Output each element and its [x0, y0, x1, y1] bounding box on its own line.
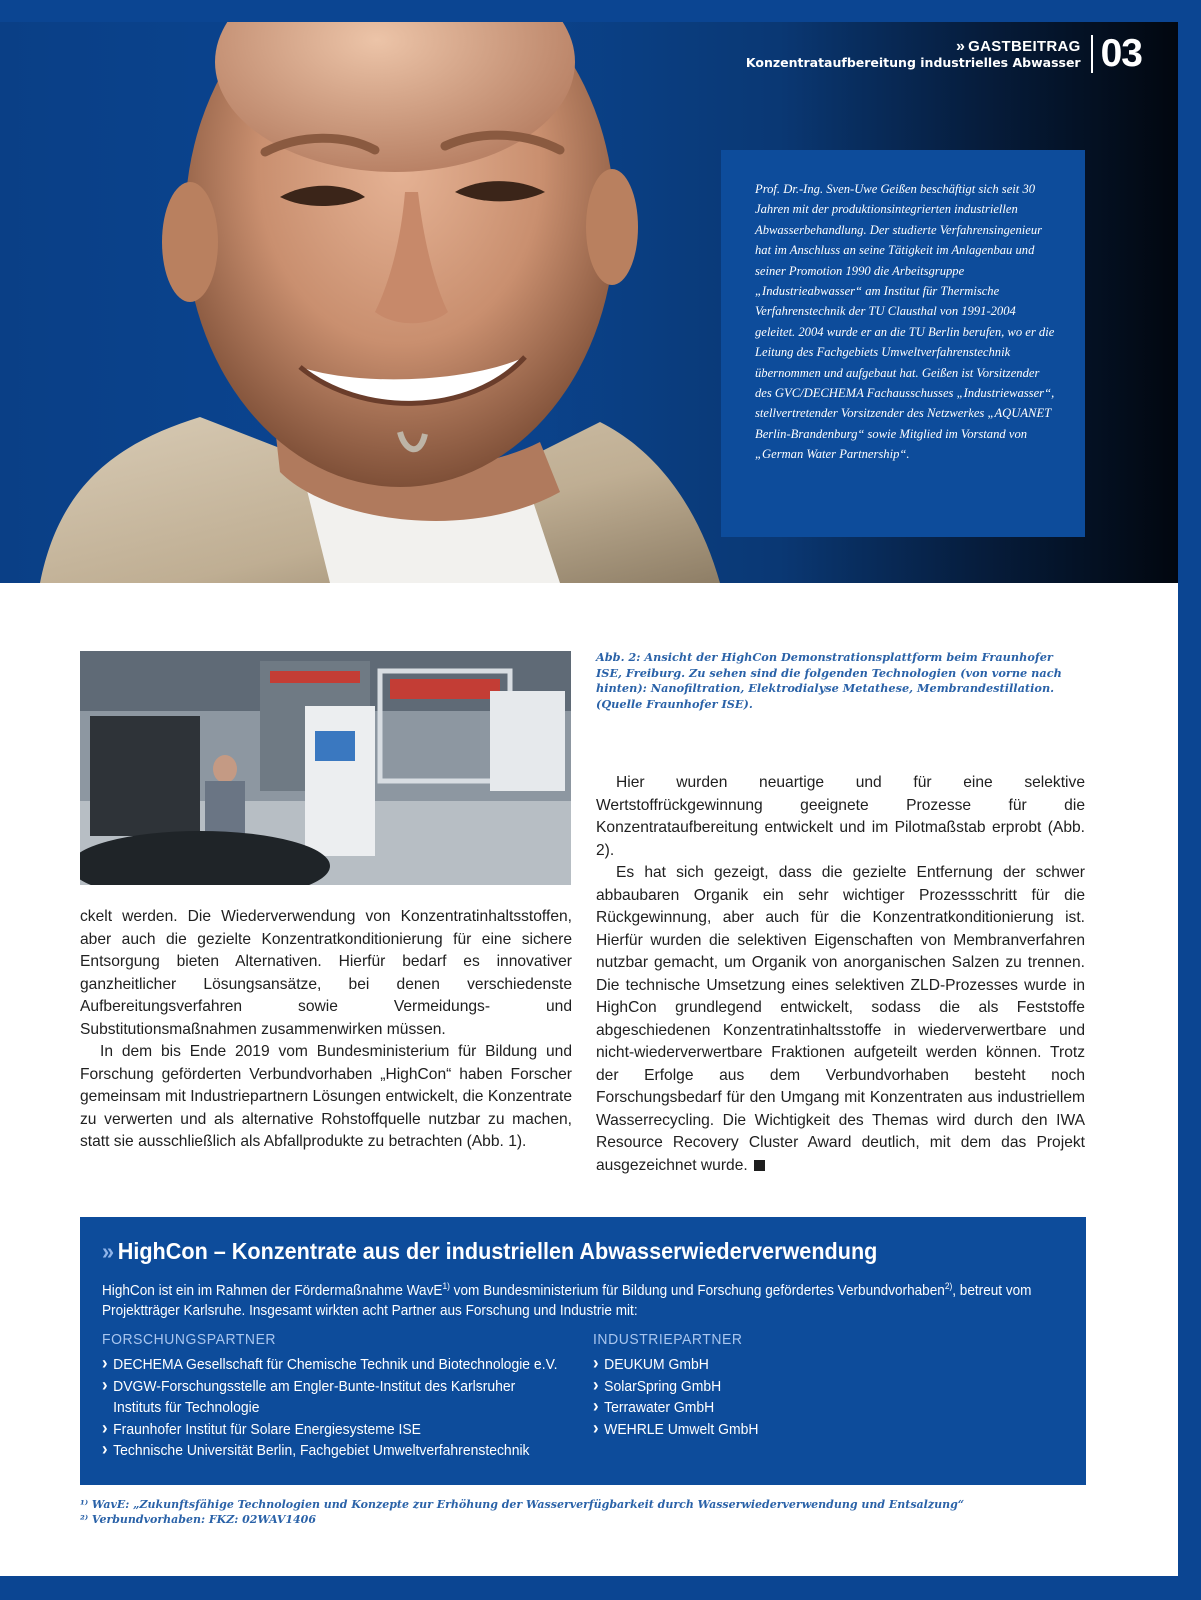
footnote-1: ¹⁾ WavE: „Zukunftsfähige Technologien und Konzepte zur Erhöhung der Wasserverfügbarkeit durch Wasserwiederverwendung und Entsalzung“ [80, 1498, 965, 1511]
right-frame-bar [1178, 0, 1201, 1600]
header-kicker-label: GASTBEITRAG [968, 37, 1081, 55]
article-paragraph-text: Es hat sich gezeigt, dass die gezielte Entfernung der schwer abbaubaren Organik ein sehr wichtiger Prozessschritt für die Rückgewinnung, aber auch für die Konzentratkonditionierung ist. Hierfür wurden die selektiven Eigenschaften von Membranverfahren nutzbar gemacht, um Organik von anorganischen Salzen zu trennen. Die technische Umsetzung eines selektiven ZLD-Prozesses wurde in HighCon grundlegend entwickelt, sodass die als Feststoffe abgeschiedenen Konzentratinhaltsstoffe in wiederverwertbare und nicht-wiederverwertbare Fraktionen aufgeteilt werden können. Trotz der Erfolge aus dem Verbundvorhaben besteht noch Forschungsbedarf für den Umgang mit Konzentraten aus industriellem Wasserrecycling. Die Wichtigkeit des Themas wird durch den IWA Resource Recovery Cluster Award deutlich, mit dem das Projekt ausgezeichnet wurde. [596, 864, 1085, 1174]
partner-item: › Fraunhofer Institut für Solare Energiesysteme ISE [102, 1419, 586, 1441]
footnotes [80, 1497, 964, 1527]
top-frame-bar [0, 0, 1201, 22]
footnote-ref: 1) [442, 1281, 450, 1291]
article-paragraph: Hier wurden neuartige und für eine selektive Wertstoffrückgewinnung geeignete Prozesse für die Konzentrataufbereitung entwickelt und im Pilotmaßstab erprobt (Abb. 2). [596, 774, 1085, 859]
research-partners-heading: FORSCHUNGSPARTNER [102, 1331, 277, 1348]
partner-item: › DECHEMA Gesellschaft für Chemische Technik und Biotechnologie e.V. [102, 1354, 586, 1376]
partner-item: › Technische Universität Berlin, Fachgebiet Umweltverfahrenstechnik [102, 1440, 586, 1462]
research-partners-list [102, 1354, 582, 1462]
hero-section [0, 22, 1178, 583]
figure-caption: Abb. 2: Ansicht der HighCon Demonstrationsplattform beim Fraunhofer ISE, Freiburg. Zu sehen sind die folgenden Technologien (von vorne nach hinten): Nanofiltration, Elektrodialyse Metathese, Membrandestillation. (Quelle Fraunhofer ISE). [596, 650, 1062, 711]
intro-text: , betreut vom Projektträger Karlsruhe. Insgesamt wirkten acht Partner aus Forschung und Industrie mit: [102, 1282, 1032, 1320]
author-portrait [0, 22, 760, 583]
article-paragraph: In dem bis Ende 2019 vom Bundesministerium für Bildung und Forschung geförderten Verbundvorhaben „HighCon“ haben Forscher gemeinsam mit Industriepartnern Lösungen entwickelt, die Konzentrate zu verwerten und als alternative Rohstoffquelle nutzbar zu machen, statt sie ausschließlich als Abfallprodukte zu betrachten (Abb. 1). [80, 1043, 572, 1150]
intro-text: vom Bundesministerium für Bildung und Forschung gefördertes Verbundvorhaben [449, 1282, 945, 1299]
partner-item: › DEUKUM GmbH [593, 1354, 1077, 1376]
intro-text: HighCon ist ein im Rahmen der Fördermaßnahme WavE [102, 1282, 443, 1299]
info-box-title [102, 1236, 987, 1266]
info-box-intro [102, 1276, 1088, 1322]
section-header [746, 34, 1142, 74]
header-kicker [746, 38, 1081, 55]
end-of-article-mark [754, 1160, 765, 1171]
header-text [746, 38, 1081, 71]
highcon-info-box [80, 1217, 1086, 1485]
demonstration-platform-photo [80, 651, 571, 885]
header-divider [1091, 35, 1093, 73]
article-paragraph: ckelt werden. Die Wiederverwendung von Konzentratinhaltsstoffen, aber auch die gezielte Konzentratkonditionierung für eine sichere Entsorgung bieten Alternativen. Hierfür bedarf es innovativer ganzheitlicher Lösungsansätze, bei denen verschiedenste Aufbereitungsverfahren sowie Vermeidungs- und Substitutionsmaßnahmen zusammenwirken müssen. [80, 908, 572, 1038]
partner-item: › SolarSpring GmbH [593, 1376, 1077, 1398]
article-paragraph-final [596, 862, 1085, 1177]
double-chevron-icon: » [955, 37, 966, 55]
footnote-ref: 2) [944, 1281, 953, 1291]
page-number: 03 [1100, 32, 1142, 75]
footnote-2: ²⁾ Verbundvorhaben: FKZ: 02WAV1406 [80, 1513, 316, 1526]
article-column-right [596, 772, 1085, 1177]
industry-partners-heading: INDUSTRIEPARTNER [593, 1331, 743, 1348]
info-box-title-text: HighCon – Konzentrate aus der industriellen Abwasserwiederverwendung [117, 1238, 878, 1264]
research-partners-column [102, 1330, 582, 1462]
double-chevron-icon: » [102, 1238, 115, 1264]
author-bio-box [721, 150, 1085, 537]
partner-item: › Terrawater GmbH [593, 1397, 1077, 1419]
author-bio-text: Prof. Dr.-Ing. Sven-Uwe Geißen beschäftigt sich seit 30 Jahren mit der produktionsintegrierten industriellen Abwasserbehandlung. Der studierte Verfahrensingenieur hat im Anschluss an seine Tätigkeit im Anlagenbau und seiner Promotion 1990 die Arbeitsgruppe „Industrieabwasser“ am Institut für Thermische Verfahrenstechnik der TU Clausthal von 1991-2004 geleitet. 2004 wurde er an die TU Berlin berufen, wo er die Leitung des Fachgebiets Umweltverfahrenstechnik übernommen und aufgebaut hat. Geißen ist Vorsitzender des GVC/DECHEMA Fachausschusses „Industriewasser“, stellvertretender Vorsitzender des Netzwerkes „AQUANET Berlin-Brandenburg“ sowie Mitglied im Vorstand von „German Water Partnership“. [755, 182, 1055, 462]
industry-partners-column [593, 1330, 1033, 1440]
partner-item: › DVGW-Forschungsstelle am Engler-Bunte-Institut des Karlsruher Instituts für Technologie [102, 1376, 548, 1419]
bottom-frame-bar [0, 1576, 1201, 1600]
header-subtitle: Konzentrataufbereitung industrielles Abwasser [745, 54, 1081, 70]
industry-partners-list [593, 1354, 1033, 1440]
partner-item: › WEHRLE Umwelt GmbH [593, 1419, 1077, 1441]
article-column-left [80, 906, 572, 1154]
